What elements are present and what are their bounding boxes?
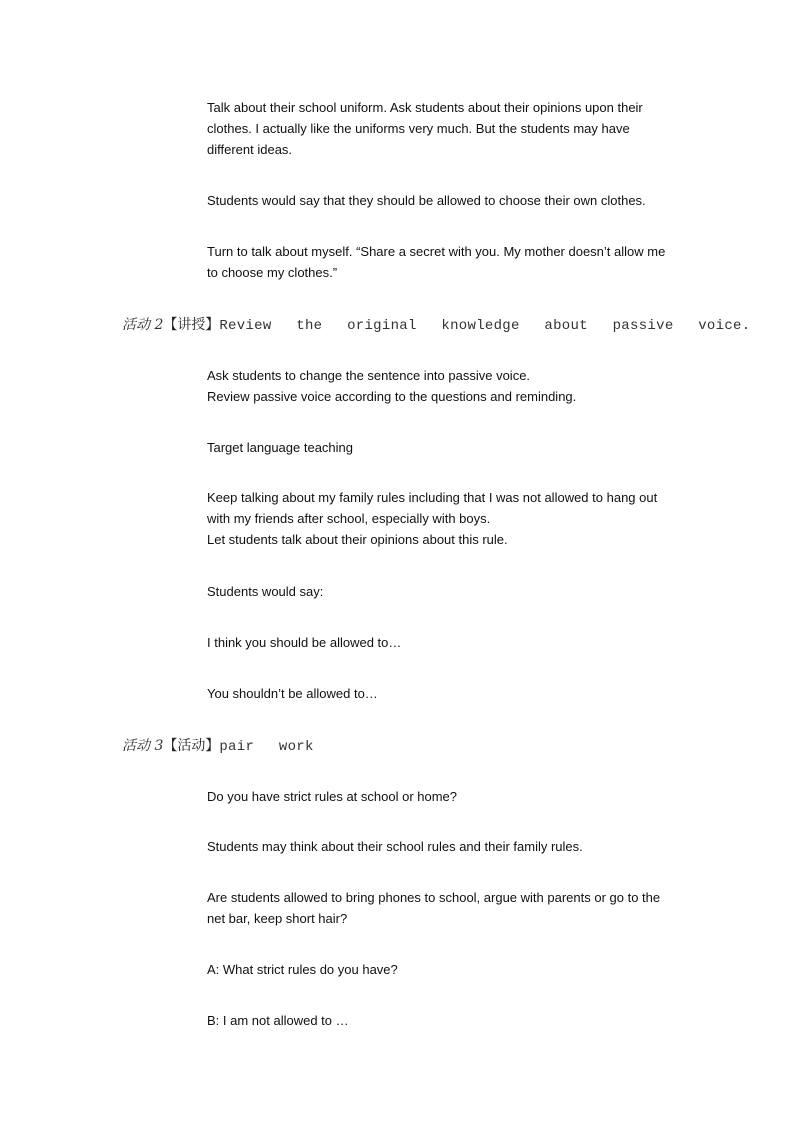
activity-2-tag: 【讲授】 <box>163 317 220 333</box>
paragraph-shouldnt-be-allowed: You shouldn’t be allowed to… <box>207 686 378 701</box>
paragraph-strict-rules-question: Do you have strict rules at school or home? <box>207 789 458 804</box>
paragraph-students-choose-clothes: Students would say that they should be allowed to choose their own clothes. <box>207 193 646 208</box>
paragraph-share-secret: Turn to talk about myself. “Share a secret with you. My mother doesn’t allow me to choose my clothes.” <box>207 244 666 280</box>
paragraph-school-family-rules: Students may think about their school rules and their family rules. <box>207 839 583 854</box>
paragraph-dialogue-a: A: What strict rules do you have? <box>207 962 398 977</box>
activity-2-label: 活动 2 <box>122 317 164 333</box>
activity-2-title: Review the original knowledge about passive voice. <box>219 318 751 334</box>
paragraph-passive-voice: Ask students to change the sentence into passive voice. Review passive voice according to the questions and reminding. <box>207 368 577 404</box>
paragraph-students-would-say: Students would say: <box>207 584 324 599</box>
paragraph-dialogue-b: B: I am not allowed to … <box>207 1013 349 1028</box>
activity-3-title: pair work <box>219 739 314 755</box>
activity-2-heading <box>122 314 751 337</box>
paragraph-should-be-allowed: I think you should be allowed to… <box>207 635 402 650</box>
paragraph-family-rules: Keep talking about my family rules including that I was not allowed to hang out with my friends after school, especially with boys. Let students talk about their opinions about this rule. <box>207 490 658 547</box>
activity-3-label: 活动 3 <box>122 738 164 754</box>
paragraph-target-language: Target language teaching <box>207 440 354 455</box>
activity-3-tag: 【活动】 <box>163 738 220 754</box>
paragraph-allowed-examples: Are students allowed to bring phones to school, argue with parents or go to the net bar, keep short hair? <box>207 890 661 926</box>
activity-3-heading <box>122 735 722 758</box>
paragraph-school-uniform: Talk about their school uniform. Ask students about their opinions upon their clothes. I actually like the uniforms very much. But the students may have different ideas. <box>207 100 643 157</box>
